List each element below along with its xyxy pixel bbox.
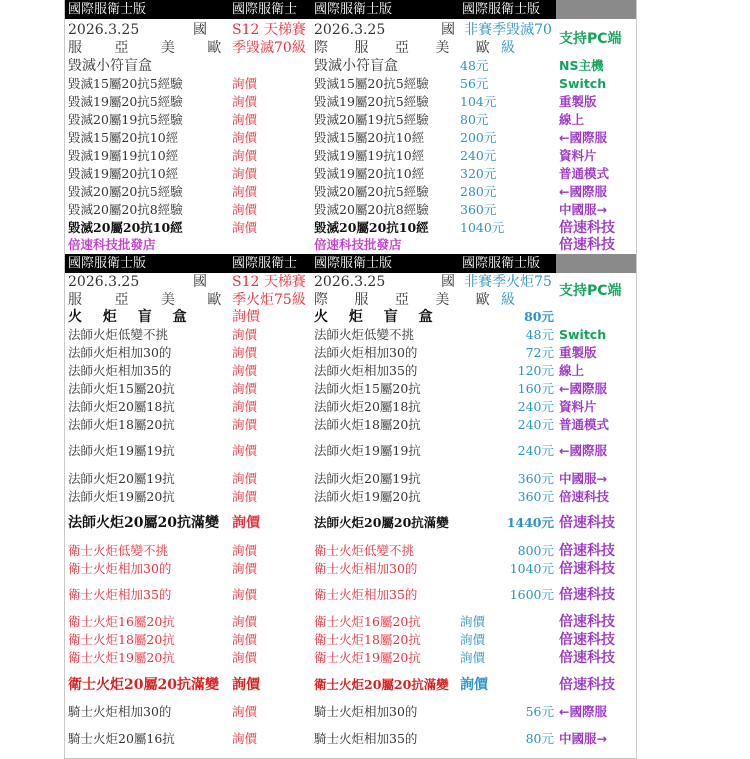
top-season-label: S12 天梯賽季毀滅70級 [232, 22, 306, 56]
top-right-season: 非賽季毀滅70級 [464, 22, 552, 56]
bottom-product-left: 火 炬 盲 盒 [68, 309, 195, 325]
mage-row-tag: 中國服→ [559, 471, 607, 486]
top-row-tag: 中國服→ [559, 202, 607, 217]
knight-row-tag: 中國服→ [559, 731, 607, 746]
mage-row-name: 法師火炬20屬18抗 [68, 399, 175, 414]
top-product-left: 毀滅小符盲盒 [68, 58, 152, 74]
mage-row-tag: 資料片 [559, 399, 597, 414]
top-row-name: 毀滅15屬20抗5經驗 [68, 76, 183, 91]
top-footer-left: 倍速科技批發店 [68, 237, 156, 252]
pal-row-name-right: 衛士火炬16屬20抗 [314, 614, 421, 629]
top-row-name-right: 毀滅19屬20抗5經驗 [314, 94, 429, 109]
top-row-p2: 56元 [460, 76, 489, 91]
pal-row-name-right: 衛士火炬相加35的 [314, 587, 418, 602]
mage-row-tag: 普通模式 [559, 417, 610, 432]
pal-row-p2: 詢價 [460, 614, 486, 629]
top-row-p1: 詢價 [232, 76, 258, 91]
mage-row-p2: 240元 [517, 417, 554, 432]
mage-row-name-right: 法師火炬相加30的 [314, 345, 418, 360]
mage-row-name: 法師火炬19屬19抗 [68, 443, 175, 458]
header-brand-1: 國際服衛士版 [68, 2, 147, 17]
top-row-name-right: 毀滅19屬20抗10經 [314, 166, 425, 181]
pal-row-p2: 1600元 [509, 587, 554, 602]
mage-row-name-right: 法師火炬20屬18抗 [314, 399, 421, 414]
top-row-name-right: 毀滅19屬19抗10經 [314, 148, 425, 163]
mage-best-right: 法師火炬20屬20抗滿變 [314, 515, 449, 530]
top-date-left: 2026.3.25 [68, 22, 140, 38]
bottom-region-right-b: 際 服 亞 美 歐 [314, 292, 501, 308]
top-row-p2: 80元 [460, 112, 489, 127]
pal-row-name: 衛士火炬相加35的 [68, 587, 172, 602]
mage-row-name: 法師火炬18屬20抗 [68, 417, 175, 432]
pal-row-tag: 倍速科技 [559, 650, 615, 666]
top-row-tag: Switch [559, 76, 607, 91]
knight-row-p1: 詢價 [232, 704, 258, 719]
top-header-bar [65, 0, 556, 19]
top-footer-tag: 倍速科技 [559, 237, 615, 253]
header-brand-3: 國際服衛士版 [314, 2, 393, 17]
top-header-grey [556, 0, 636, 19]
pal-row-p2: 詢價 [460, 632, 486, 647]
pal-row-p1: 詢價 [232, 587, 258, 602]
mage-row-name-right: 法師火炬低變不挑 [314, 327, 415, 342]
header-brand-7: 國際服衛士版 [314, 256, 393, 271]
top-row-p1: 詢價 [232, 94, 258, 109]
knight-row-name-right: 騎士火炬相加30的 [314, 704, 418, 719]
top-row-p1: 詢價 [232, 112, 258, 127]
header-brand-6: 國際服衛士 [232, 256, 298, 271]
top-row-p2: 240元 [460, 148, 497, 163]
knight-row-name: 騎士火炬相加30的 [68, 704, 172, 719]
top-row-name-right: 毀滅20屬19抗5經驗 [314, 112, 429, 127]
pal-row-name-right: 衛士火炬相加30的 [314, 561, 418, 576]
bottom-right-season: 非賽季火炬75級 [464, 274, 552, 308]
top-row-tag: 線上 [559, 112, 585, 127]
pal-row-p2: 詢價 [460, 650, 486, 665]
pal-best-tag: 倍速科技 [559, 677, 615, 693]
pal-row-tag: 倍速科技 [559, 587, 615, 603]
header-brand-5: 國際服衛士版 [68, 256, 147, 271]
top-row-name: 毀滅19屬20抗5經驗 [68, 94, 183, 109]
mage-row-p2: 120元 [517, 363, 554, 378]
mage-best-tag: 倍速科技 [559, 515, 615, 531]
mage-row-p2: 360元 [517, 471, 554, 486]
header-brand-4: 國際服衛士版 [462, 2, 541, 17]
top-row-name: 毀滅19屬20抗10經 [68, 166, 179, 181]
pal-row-p1: 詢價 [232, 543, 258, 558]
mage-best-p2: 1440元 [506, 515, 554, 530]
top-row-tag: ←國際服 [559, 184, 607, 199]
pal-row-p2: 800元 [517, 543, 554, 558]
top-row-p2: 280元 [460, 184, 497, 199]
pal-row-name: 衛士火炬16屬20抗 [68, 614, 175, 629]
top-best-p2: 1040元 [460, 220, 505, 235]
mage-row-name-right: 法師火炬20屬19抗 [314, 471, 421, 486]
pal-row-name: 衛士火炬18屬20抗 [68, 632, 175, 647]
mage-row-p1: 詢價 [232, 345, 258, 360]
knight-row-name: 騎士火炬20屬16抗 [68, 731, 175, 746]
pal-best-p1: 詢價 [232, 677, 260, 693]
mage-row-p2: 160元 [517, 381, 554, 396]
bottom-header-bar [65, 254, 556, 273]
pal-row-p1: 詢價 [232, 650, 258, 665]
pal-row-name: 衛士火炬相加30的 [68, 561, 172, 576]
top-row-name-right: 毀滅15屬20抗10經 [314, 130, 425, 145]
mage-row-p1: 詢價 [232, 443, 258, 458]
pal-row-name: 衛士火炬19屬20抗 [68, 650, 175, 665]
mage-best-p1: 詢價 [232, 515, 260, 531]
bottom-product-p2: 80元 [524, 309, 554, 324]
pal-row-name-right: 衛士火炬低變不挑 [314, 543, 415, 558]
mage-best-left: 法師火炬20屬20抗滿變 [68, 515, 219, 531]
bottom-region-left-b: 服 亞 美 歐 [68, 292, 236, 308]
top-product-tag: NS主機 [559, 58, 604, 73]
knight-row-name-right: 騎士火炬相加35的 [314, 731, 418, 746]
pal-row-tag: 倍速科技 [559, 561, 615, 577]
bottom-region-left-a: 國 [193, 274, 207, 290]
top-row-tag: 重製版 [559, 94, 597, 109]
top-date-right: 2026.3.25 [314, 22, 386, 38]
top-row-tag: 普通模式 [559, 166, 610, 181]
pal-row-p1: 詢價 [232, 561, 258, 576]
mage-row-name: 法師火炬15屬20抗 [68, 381, 175, 396]
pal-row-tag: 倍速科技 [559, 543, 615, 559]
top-row-name-right: 毀滅20屬20抗5經驗 [314, 184, 429, 199]
top-row-p2: 360元 [460, 202, 497, 217]
top-row-name: 毀滅20屬19抗5經驗 [68, 112, 183, 127]
mage-row-name-right: 法師火炬相加35的 [314, 363, 418, 378]
top-row-name: 毀滅15屬20抗10經 [68, 130, 179, 145]
top-pc-tag: 支持PC端 [559, 31, 622, 47]
top-row-name: 毀滅20屬20抗8經驗 [68, 202, 183, 217]
top-row-p1: 詢價 [232, 130, 258, 145]
top-best-right: 毀滅20屬20抗10經 [314, 220, 429, 235]
mage-row-name-right: 法師火炬19屬19抗 [314, 443, 421, 458]
mage-row-name-right: 法師火炬15屬20抗 [314, 381, 421, 396]
header-brand-2: 國際服衛士 [232, 2, 298, 17]
mage-row-p1: 詢價 [232, 363, 258, 378]
top-best-tag: 倍速科技 [559, 220, 615, 236]
mage-row-name-right: 法師火炬18屬20抗 [314, 417, 421, 432]
top-row-name: 毀滅19屬19抗10經 [68, 148, 179, 163]
mage-row-p1: 詢價 [232, 327, 258, 342]
pal-row-p1: 詢價 [232, 614, 258, 629]
knight-row-p1: 詢價 [232, 731, 258, 746]
mage-row-tag: 重製版 [559, 345, 597, 360]
top-region-left-b: 服 亞 美 歐 [68, 40, 236, 56]
mage-row-name: 法師火炬相加35的 [68, 363, 172, 378]
pal-row-tag: 倍速科技 [559, 614, 615, 630]
bottom-product-right: 火 炬 盲 盒 [314, 309, 441, 325]
top-row-tag: 資料片 [559, 148, 597, 163]
mage-row-p1: 詢價 [232, 399, 258, 414]
knight-row-p2: 56元 [525, 704, 554, 719]
top-region-right-a: 國 [441, 22, 455, 38]
mage-row-name: 法師火炬19屬20抗 [68, 489, 175, 504]
header-brand-8: 國際服衛士版 [462, 256, 541, 271]
mage-row-p2: 360元 [517, 489, 554, 504]
bottom-date-right: 2026.3.25 [314, 274, 386, 290]
top-row-name-right: 毀滅20屬20抗8經驗 [314, 202, 429, 217]
top-best-left: 毀滅20屬20抗10經 [68, 220, 183, 235]
knight-row-p2: 80元 [525, 731, 554, 746]
top-row-p1: 詢價 [232, 202, 258, 217]
pal-best-left: 衛士火炬20屬20抗滿變 [68, 677, 219, 693]
mage-row-name: 法師火炬相加30的 [68, 345, 172, 360]
bottom-product-p1: 詢價 [232, 309, 260, 325]
top-best-p1: 詢價 [232, 220, 258, 235]
top-row-tag: ←國際服 [559, 130, 607, 145]
knight-row-tag: ←國際服 [559, 704, 607, 719]
top-product-price: 48元 [460, 58, 489, 73]
mage-row-p1: 詢價 [232, 471, 258, 486]
pal-row-name: 衛士火炬低變不挑 [68, 543, 169, 558]
top-region-left-a: 國 [193, 22, 207, 38]
pal-row-name-right: 衛士火炬18屬20抗 [314, 632, 421, 647]
pal-best-right: 衛士火炬20屬20抗滿變 [314, 677, 449, 692]
pal-row-tag: 倍速科技 [559, 632, 615, 648]
mage-row-p2: 240元 [517, 399, 554, 414]
mage-row-p1: 詢價 [232, 489, 258, 504]
top-row-p1: 詢價 [232, 184, 258, 199]
bottom-region-right-a: 國 [441, 274, 455, 290]
top-row-name-right: 毀滅15屬20抗5經驗 [314, 76, 429, 91]
mage-row-tag: 倍速科技 [559, 489, 610, 504]
top-row-p2: 104元 [460, 94, 497, 109]
bottom-date-left: 2026.3.25 [68, 274, 140, 290]
top-footer-right: 倍速科技批發店 [314, 237, 402, 252]
mage-row-tag: ←國際服 [559, 443, 607, 458]
mage-row-name: 法師火炬20屬19抗 [68, 471, 175, 486]
top-row-p1: 詢價 [232, 148, 258, 163]
mage-row-p2: 72元 [525, 345, 554, 360]
pal-row-p2: 1040元 [509, 561, 554, 576]
top-product-right: 毀滅小符盲盒 [314, 58, 398, 74]
mage-row-tag: ←國際服 [559, 381, 607, 396]
bottom-pc-tag: 支持PC端 [559, 283, 622, 299]
bottom-header-grey [556, 254, 636, 273]
mage-row-name-right: 法師火炬19屬20抗 [314, 489, 421, 504]
top-row-p2: 320元 [460, 166, 497, 181]
mage-row-tag: Switch [559, 327, 607, 342]
mage-row-p1: 詢價 [232, 381, 258, 396]
pal-row-name-right: 衛士火炬19屬20抗 [314, 650, 421, 665]
mage-row-tag: 線上 [559, 363, 585, 378]
pal-best-p2: 詢價 [460, 677, 488, 693]
pal-row-p1: 詢價 [232, 632, 258, 647]
top-row-p1: 詢價 [232, 166, 258, 181]
top-region-right-b: 際 服 亞 美 歐 [314, 40, 501, 56]
top-row-name: 毀滅20屬20抗5經驗 [68, 184, 183, 199]
mage-row-p2: 240元 [517, 443, 554, 458]
price-sheet [64, 0, 637, 759]
mage-row-p2: 48元 [525, 327, 554, 342]
bottom-season-label: S12 天梯賽季火炬75級 [232, 274, 306, 308]
mage-row-p1: 詢價 [232, 417, 258, 432]
mage-row-name: 法師火炬低變不挑 [68, 327, 169, 342]
top-row-p2: 200元 [460, 130, 497, 145]
